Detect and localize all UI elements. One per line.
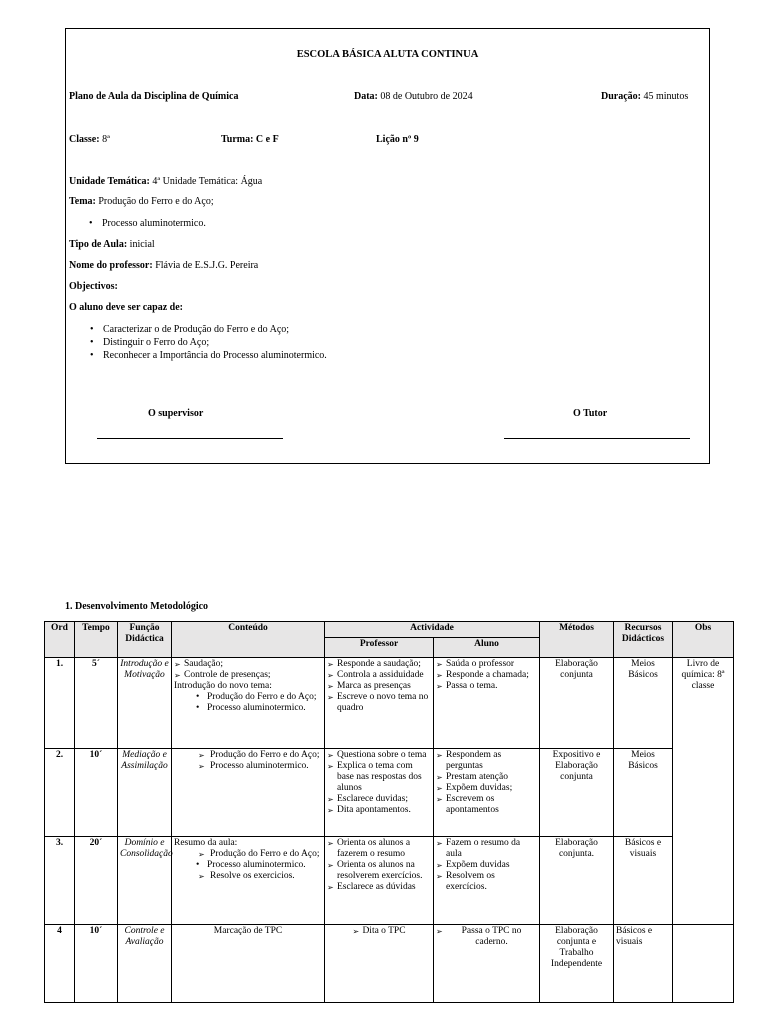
- plan-title: Plano de Aula da Disciplina de Química: [69, 91, 239, 102]
- professor-item: ➢ Dita o TPC: [352, 926, 405, 937]
- header-professor: Professor: [325, 638, 434, 658]
- aluno-item: ➢ Resolvem os exercícios.: [436, 871, 537, 893]
- aluno-item: ➢ Passa o tema.: [436, 681, 537, 692]
- supervisor-label: O supervisor: [148, 408, 204, 419]
- class-value: 8ª: [102, 134, 110, 145]
- tipo-field: [69, 239, 155, 250]
- table-row: [45, 925, 734, 1003]
- unit-label: Unidade Temática:: [69, 176, 150, 187]
- unit-field: [69, 176, 262, 187]
- aluno-item: ➢ Responde a chamada;: [436, 670, 537, 681]
- row-professor: [325, 837, 434, 925]
- row-conteudo: [172, 749, 325, 837]
- header-metodos: Métodos: [540, 622, 614, 658]
- objectivos-label: Objectivos:: [69, 281, 118, 292]
- conteudo-item: ➢ Saudação;: [174, 659, 322, 670]
- row-metodos: Elaboração conjunta: [540, 658, 614, 749]
- aluno-item: ➢ Expõem duvidas: [436, 860, 537, 871]
- header-aluno: Aluno: [434, 638, 540, 658]
- professor-item: ➢ Questiona sobre o tema: [327, 750, 431, 761]
- tipo-label: Tipo de Aula:: [69, 239, 128, 250]
- objectives-list: [103, 323, 327, 362]
- class-label: Classe:: [69, 134, 100, 145]
- aluno-item: ➢ Fazem o resumo da aula: [436, 838, 537, 860]
- aluno-item: ➢ Escrevem os apontamentos: [436, 794, 537, 816]
- row-funcao: Mediação e Assimilação: [118, 749, 172, 837]
- unit-value: 4ª Unidade Temática: Água: [152, 176, 263, 187]
- conteudo-bullet: • Processo aluminotermico.: [174, 860, 322, 871]
- row-recursos: Básicos e visuais: [614, 837, 673, 925]
- professor-item: ➢ Esclarece as dúvidas: [327, 882, 431, 893]
- header-ord: Ord: [45, 622, 75, 658]
- table-row: [45, 749, 734, 837]
- row-ord: 2.: [45, 749, 75, 837]
- tema-bullets: [102, 218, 206, 229]
- date-label: Data:: [354, 91, 378, 102]
- tutor-signature-line: [504, 438, 690, 439]
- row-conteudo: [172, 837, 325, 925]
- row-aluno: [434, 658, 540, 749]
- row-aluno: [434, 925, 540, 1003]
- professor-item: ➢ Escreve o novo tema no quadro: [327, 692, 431, 714]
- professor-label: Nome do professor:: [69, 260, 153, 271]
- turma-field: Turma: C e F: [221, 134, 279, 145]
- tema-field: [69, 196, 214, 207]
- row-funcao: Introdução e Motivação: [118, 658, 172, 749]
- table-row: [45, 658, 734, 749]
- duration-label: Duração:: [601, 91, 641, 102]
- header-funcao: Função Didáctica: [118, 622, 172, 658]
- lesson-plan-header-box: [65, 28, 710, 464]
- row-conteudo: Marcação de TPC: [172, 925, 325, 1003]
- duration-field: [601, 91, 688, 102]
- professor-item: ➢ Dita apontamentos.: [327, 805, 431, 816]
- objective-item: • Caracterizar o de Produção do Ferro e do Aço;: [103, 323, 327, 336]
- tutor-label: O Tutor: [573, 408, 608, 419]
- methodology-table: [44, 621, 734, 1003]
- aluno-item: ➢ Passa o TPC no caderno.: [436, 926, 537, 948]
- professor-item: ➢ Explica o tema com base nas respostas dos alunos: [327, 761, 431, 794]
- obs-empty-cell: [673, 925, 734, 1003]
- aluno-item: ➢ Saúda o professor: [436, 659, 537, 670]
- obs-cell: Livro de química: 8ª classe: [673, 658, 734, 925]
- row-metodos: Elaboração conjunta e Trabalho Independente: [540, 925, 614, 1003]
- header-actividade: Actividade: [325, 622, 540, 638]
- professor-item: ➢ Marca as presenças: [327, 681, 431, 692]
- conteudo-item: ➢ Produção do Ferro e do Aço;: [174, 750, 322, 761]
- school-name: ESCOLA BÁSICA ALUTA CONTINUA: [296, 49, 479, 60]
- conteudo-item: ➢ Resolve os exercicios.: [174, 871, 322, 882]
- row-tempo: 10´: [75, 749, 118, 837]
- conteudo-text: Resumo da aula:: [174, 838, 238, 848]
- row-conteudo: [172, 658, 325, 749]
- conteudo-item: ➢ Processo aluminotermico.: [174, 761, 322, 772]
- row-ord: 1.: [45, 658, 75, 749]
- objective-item: • Reconhecer a Importância do Processo aluminotermico.: [103, 349, 327, 362]
- row-ord: 4: [45, 925, 75, 1003]
- tema-bullet: • Processo aluminotermico.: [102, 218, 206, 229]
- row-aluno: [434, 837, 540, 925]
- tema-label: Tema:: [69, 196, 96, 207]
- row-metodos: Elaboração conjunta.: [540, 837, 614, 925]
- row-funcao: Controle e Avaliação: [118, 925, 172, 1003]
- duration-value: 45 minutos: [643, 91, 689, 102]
- row-tempo: 5´: [75, 658, 118, 749]
- row-professor: [325, 658, 434, 749]
- header-obs: Obs: [673, 622, 734, 658]
- row-ord: 3.: [45, 837, 75, 925]
- tema-value: Produção do Ferro e do Aço;: [98, 196, 214, 207]
- header-recursos: Recursos Didácticos: [614, 622, 673, 658]
- table-row: [45, 837, 734, 925]
- objective-item: • Distinguir o Ferro do Aço;: [103, 336, 327, 349]
- row-tempo: 20´: [75, 837, 118, 925]
- conteudo-text: Introdução do novo tema:: [174, 681, 272, 691]
- row-metodos: Expositivo e Elaboração conjunta: [540, 749, 614, 837]
- header-conteudo: Conteúdo: [172, 622, 325, 658]
- row-professor: [325, 749, 434, 837]
- professor-item: ➢ Responde a saudação;: [327, 659, 431, 670]
- capaz-label: O aluno deve ser capaz de:: [69, 302, 183, 313]
- tipo-value: inicial: [129, 239, 155, 250]
- row-professor: [325, 925, 434, 1003]
- row-recursos: Básicos e visuais: [614, 925, 673, 1003]
- professor-item: ➢ Controla a assiduidade: [327, 670, 431, 681]
- row-tempo: 10´: [75, 925, 118, 1003]
- aluno-item: ➢ Expõem duvidas;: [436, 783, 537, 794]
- section-title: 1. Desenvolvimento Metodológico: [65, 601, 209, 612]
- aluno-item: ➢ Prestam atenção: [436, 772, 537, 783]
- date-field: [354, 91, 473, 102]
- professor-item: ➢ Esclarece duvidas;: [327, 794, 431, 805]
- date-value: 08 de Outubro de 2024: [380, 91, 473, 102]
- row-recursos: Meios Básicos: [614, 658, 673, 749]
- professor-item: ➢ Orienta os alunos a fazerem o resumo: [327, 838, 431, 860]
- class-field: [69, 134, 110, 145]
- header-tempo: Tempo: [75, 622, 118, 658]
- supervisor-signature-line: [97, 438, 283, 439]
- row-recursos: Meios Básicos: [614, 749, 673, 837]
- conteudo-item: ➢ Controle de presenças;: [174, 670, 322, 681]
- aluno-item: ➢ Respondem as perguntas: [436, 750, 537, 772]
- conteudo-bullet: • Processo aluminotermico.: [174, 703, 322, 714]
- conteudo-item: ➢ Produção do Ferro e do Aço;: [174, 849, 322, 860]
- licao-field: Lição nº 9: [376, 134, 419, 145]
- professor-field: [69, 260, 258, 271]
- row-aluno: [434, 749, 540, 837]
- professor-value: Flávia de E.S.J.G. Pereira: [155, 260, 259, 271]
- row-funcao: Domínio e Consolidação: [118, 837, 172, 925]
- conteudo-bullet: • Produção do Ferro e do Aço;: [174, 692, 322, 703]
- professor-item: ➢ Orienta os alunos na resolverem exercícios.: [327, 860, 431, 882]
